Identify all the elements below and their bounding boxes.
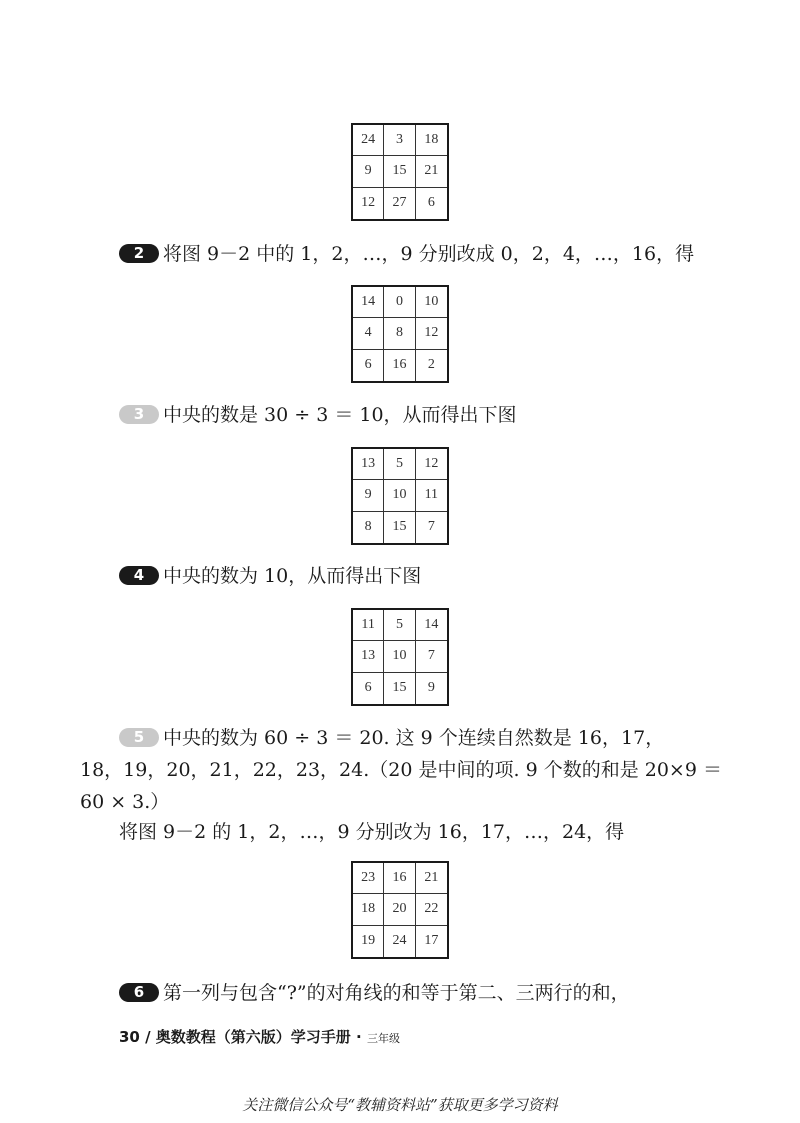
grid-cell: 15 bbox=[384, 673, 415, 704]
grid-cell: 5 bbox=[384, 610, 415, 641]
item-5-line-2: 18，19，20，21，22，23，24.（20 是中间的项. 9 个数的和是 20×9 ＝ bbox=[80, 759, 722, 781]
magic-square-1 bbox=[351, 123, 449, 221]
grid-cell: 9 bbox=[427, 680, 435, 696]
item-number-badge: 5 bbox=[119, 728, 159, 747]
grid-cell: 22 bbox=[416, 894, 447, 925]
item-number-badge: 3 bbox=[119, 405, 159, 424]
item-number-badge: 6 bbox=[119, 983, 159, 1002]
item-number-badge: 4 bbox=[119, 566, 159, 585]
grid-cell: 9 bbox=[353, 156, 384, 187]
grid-cell: 21 bbox=[416, 156, 447, 187]
magic-square-5 bbox=[351, 861, 449, 959]
grid-cell: 10 bbox=[416, 287, 447, 318]
item-text: 第一列与包含“?”的对角线的和等于第二、三两行的和， bbox=[163, 982, 630, 1004]
grid-cell: 14 bbox=[353, 287, 384, 318]
magic-square-4 bbox=[351, 608, 449, 706]
item-text: 将图 9－2 中的 1，2，…，9 分别改成 0，2，4，…，16，得 bbox=[163, 243, 695, 265]
item-text: 中央的数为 60 ÷ 3 ＝ 20. 这 9 个连续自然数是 16，17， bbox=[163, 727, 665, 749]
item-3 bbox=[119, 401, 740, 429]
grid-cell: 11 bbox=[353, 610, 384, 641]
grid-cell: 16 bbox=[384, 350, 415, 381]
promo-note: 关注微信公众号“教辅资料站”获取更多学习资料 bbox=[242, 1096, 558, 1114]
grid-cell: 24 bbox=[353, 125, 384, 156]
grade-label: 三年级 bbox=[366, 1032, 400, 1045]
magic-square-2 bbox=[351, 285, 449, 383]
grid-cell: 14 bbox=[416, 610, 447, 641]
grid-cell: 8 bbox=[384, 318, 415, 349]
item-number-badge: 2 bbox=[119, 244, 159, 263]
grid-cell: 13 bbox=[353, 449, 384, 480]
grid-cell: 23 bbox=[353, 863, 384, 894]
grid-cell: 27 bbox=[384, 188, 415, 219]
grid-cell: 17 bbox=[424, 933, 439, 949]
grid-cell: 7 bbox=[416, 641, 447, 672]
grid-cell: 21 bbox=[416, 863, 447, 894]
magic-square-3 bbox=[351, 447, 449, 545]
grid-cell: 15 bbox=[384, 512, 415, 543]
grid-cell: 6 bbox=[353, 350, 384, 381]
grid-cell: 10 bbox=[384, 480, 415, 511]
book-title: / 奥数教程（第六版）学习手册 · bbox=[145, 1028, 362, 1046]
item-5-line-4: 将图 9－2 的 1，2，…，9 分别改为 16，17，…，24，得 bbox=[119, 821, 625, 843]
grid-cell: 18 bbox=[416, 125, 447, 156]
grid-cell: 4 bbox=[353, 318, 384, 349]
grid-cell: 12 bbox=[416, 449, 447, 480]
item-5-line-1 bbox=[119, 724, 740, 752]
grid-cell: 19 bbox=[353, 926, 384, 957]
item-4 bbox=[119, 562, 740, 590]
item-text: 中央的数为 10，从而得出下图 bbox=[163, 565, 422, 587]
grid-cell: 6 bbox=[427, 195, 435, 211]
grid-cell: 7 bbox=[427, 519, 435, 535]
item-6 bbox=[119, 979, 740, 1007]
item-5-line-3: 60 × 3.） bbox=[80, 791, 170, 813]
grid-cell: 13 bbox=[353, 641, 384, 672]
grid-cell: 11 bbox=[416, 480, 447, 511]
page-number: 30 bbox=[119, 1028, 140, 1046]
grid-cell: 8 bbox=[353, 512, 384, 543]
grid-cell: 0 bbox=[384, 287, 415, 318]
grid-cell: 2 bbox=[427, 357, 435, 373]
grid-cell: 5 bbox=[384, 449, 415, 480]
grid-cell: 10 bbox=[384, 641, 415, 672]
grid-cell: 12 bbox=[416, 318, 447, 349]
item-2 bbox=[119, 240, 740, 268]
grid-cell: 18 bbox=[353, 894, 384, 925]
grid-cell: 6 bbox=[353, 673, 384, 704]
grid-cell: 9 bbox=[353, 480, 384, 511]
grid-cell: 20 bbox=[384, 894, 415, 925]
page-footer bbox=[119, 1026, 400, 1047]
grid-cell: 16 bbox=[384, 863, 415, 894]
item-text: 中央的数是 30 ÷ 3 ＝ 10，从而得出下图 bbox=[163, 404, 517, 426]
grid-cell: 12 bbox=[353, 188, 384, 219]
grid-cell: 3 bbox=[384, 125, 415, 156]
grid-cell: 24 bbox=[384, 926, 415, 957]
grid-cell: 15 bbox=[384, 156, 415, 187]
